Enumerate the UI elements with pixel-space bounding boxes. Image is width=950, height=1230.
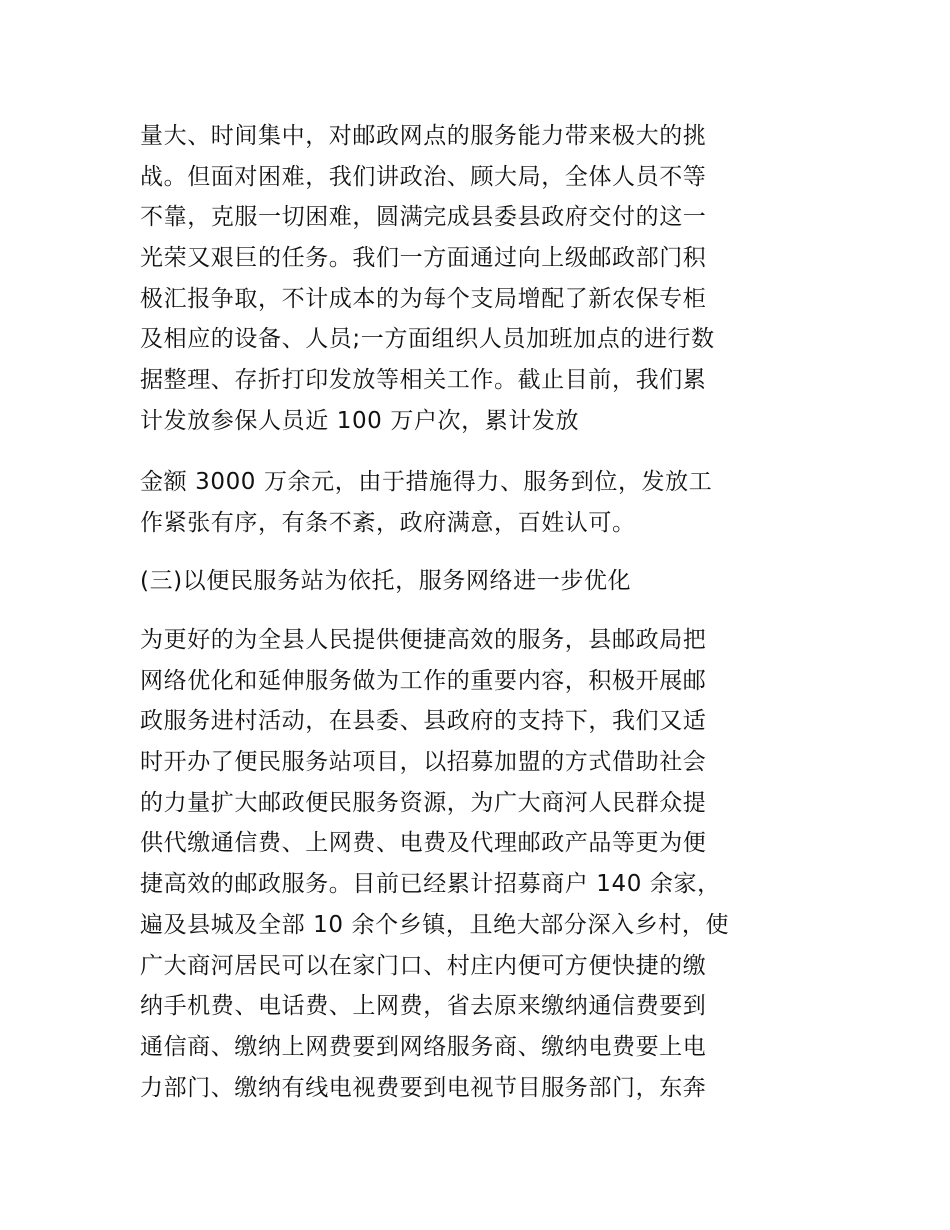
paragraph-distribution-amount [140,462,820,543]
text-line: 极汇报争取，不计成本的为每个支局增配了新农保专柜 [140,285,707,312]
text-line: 及相应的设备、人员;一方面组织人员加班加点的进行数 [140,326,715,353]
text-line: 量大、时间集中，对邮政网点的服务能力带来极大的挑 [140,123,707,149]
section-heading-text: (三)以便民服务站为依托，服务网络进一步优化 [140,568,632,594]
text-line: 不靠，克服一切困难，圆满完成县委县政府交付的这一 [140,204,707,231]
text-line: 为更好的为全县人民提供便捷高效的服务，县邮政局把 [140,627,707,653]
text-line: 供代缴通信费、上网费、电费及代理邮政产品等更为便 [140,830,707,857]
paragraph-service-stations [140,620,820,1108]
text-line: 的力量扩大邮政便民服务资源，为广大商河人民群众提 [140,789,707,816]
text-line: 金额 3000 万余元，由于措施得力、服务到位，发放工 [140,469,713,495]
text-line: 据整理、存折打印发放等相关工作。截止目前，我们累 [140,367,707,394]
text-line: 网络优化和延伸服务做为工作的重要内容，积极开展邮 [140,667,707,694]
text-line: 政服务进村活动，在县委、县政府的支持下，我们又适 [140,708,707,735]
text-line: 遍及县城及全部 10 余个乡镇，且绝大部分深入乡村，使 [140,911,730,938]
text-line: 光荣又艰巨的任务。我们一方面通过向上级邮政部门积 [140,245,707,272]
paragraph-distribution-work [140,116,820,442]
text-line: 通信商、缴纳上网费要到网络服务商、缴纳电费要上电 [140,1033,707,1060]
text-line: 计发放参保人员近 100 万户次，累计发放 [140,407,580,434]
section-heading [140,561,820,602]
text-line: 作紧张有序，有条不紊，政府满意，百姓认可。 [140,509,636,536]
text-line: 时开办了便民服务站项目，以招募加盟的方式借助社会 [140,749,707,776]
text-line: 广大商河居民可以在家门口、村庄内便可方便快捷的缴 [140,952,707,979]
text-line: 战。但面对困难，我们讲政治、顾大局，全体人员不等 [140,163,707,190]
text-line: 纳手机费、电话费、上网费，省去原来缴纳通信费要到 [140,993,707,1020]
text-line: 力部门、缴纳有线电视费要到电视节目服务部门，东奔 [140,1074,707,1101]
text-line: 捷高效的邮政服务。目前已经累计招募商户 140 余家， [140,871,721,898]
